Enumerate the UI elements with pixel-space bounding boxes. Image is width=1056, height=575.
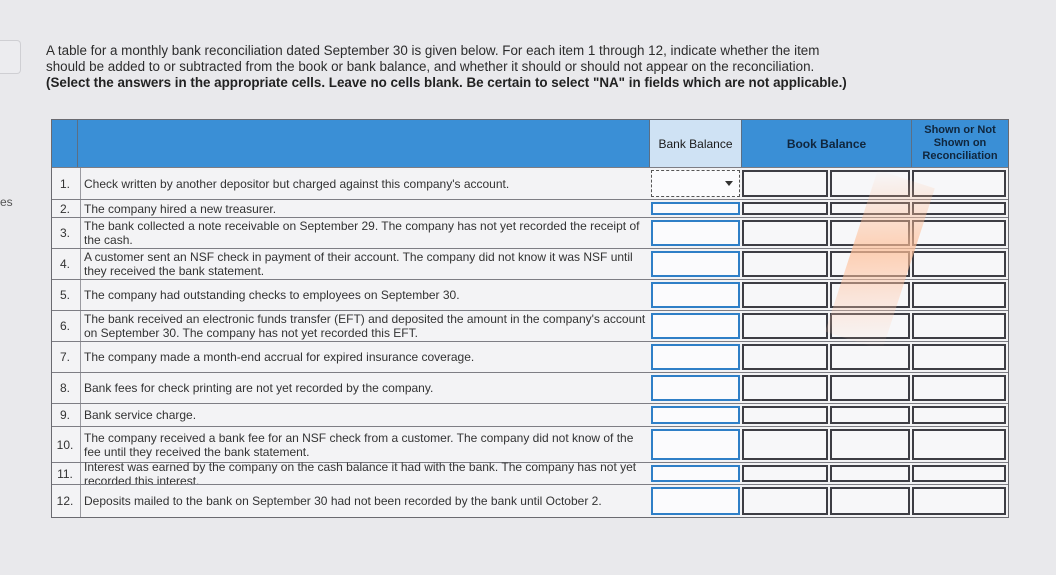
item-description: The company made a month-end accrual for expired insurance coverage. bbox=[80, 342, 646, 372]
bank-balance-select[interactable] bbox=[651, 487, 740, 515]
book-balance-select[interactable] bbox=[742, 465, 828, 482]
shown-on-reconciliation-select[interactable] bbox=[912, 170, 1006, 197]
table-row bbox=[52, 341, 1008, 372]
item-number: 7. bbox=[59, 350, 70, 364]
book-balance-select[interactable] bbox=[742, 202, 828, 215]
item-number: 2. bbox=[59, 201, 70, 216]
item-number: 12. bbox=[56, 494, 74, 508]
book-balance-select[interactable] bbox=[742, 251, 828, 277]
item-description: Interest was earned by the company on the cash balance it had with the bank. The company has not yet recorded this interest. bbox=[80, 463, 646, 484]
header-book-balance: Book Balance bbox=[742, 120, 912, 167]
item-number: 8. bbox=[59, 381, 70, 395]
item-description: The bank received an electronic funds transfer (EFT) and deposited the amount in the company's account on September 30. The company has not yet recorded this EFT. bbox=[80, 311, 646, 341]
table-row bbox=[52, 199, 1008, 217]
item-number: 4. bbox=[59, 257, 70, 271]
shown-on-reconciliation-select[interactable] bbox=[912, 429, 1006, 460]
item-description: Bank fees for check printing are not yet recorded by the company. bbox=[80, 373, 646, 403]
item-number: 10. bbox=[56, 437, 74, 452]
table-row bbox=[52, 248, 1008, 279]
bank-balance-select[interactable] bbox=[651, 220, 740, 246]
shown-on-reconciliation-select[interactable] bbox=[912, 202, 1006, 215]
book-balance-select[interactable] bbox=[742, 487, 828, 515]
table-row bbox=[52, 167, 1008, 199]
book-balance-select[interactable] bbox=[742, 429, 828, 460]
item-number: 5. bbox=[59, 288, 70, 302]
table-row bbox=[52, 459, 1008, 488]
table-row bbox=[52, 279, 1008, 310]
bank-balance-select[interactable] bbox=[651, 406, 740, 424]
book-balance-amount-select[interactable] bbox=[830, 251, 910, 277]
shown-on-reconciliation-select[interactable] bbox=[912, 344, 1006, 370]
bank-balance-select[interactable] bbox=[651, 429, 740, 460]
book-balance-amount-select[interactable] bbox=[830, 220, 910, 246]
item-number: 9. bbox=[59, 408, 70, 422]
shown-on-reconciliation-select[interactable] bbox=[912, 313, 1006, 339]
instructions bbox=[46, 43, 926, 91]
item-description: Bank service charge. bbox=[80, 404, 646, 426]
header-description bbox=[78, 120, 650, 167]
table-row bbox=[52, 426, 1008, 462]
book-balance-select[interactable] bbox=[742, 170, 828, 197]
book-balance-amount-select[interactable] bbox=[830, 487, 910, 515]
item-number: 6. bbox=[59, 319, 70, 333]
book-balance-amount-select[interactable] bbox=[830, 429, 910, 460]
item-description: The company received a bank fee for an NSF check from a customer. The company did not know of the fee until they received the bank statement. bbox=[80, 427, 646, 462]
bank-balance-select[interactable] bbox=[651, 202, 740, 215]
bank-balance-select[interactable] bbox=[651, 251, 740, 277]
book-balance-amount-select[interactable] bbox=[830, 465, 910, 482]
book-balance-amount-select[interactable] bbox=[830, 344, 910, 370]
header-shown: Shown or Not Shown on Reconciliation bbox=[912, 120, 1008, 167]
item-description: Deposits mailed to the bank on September 30 had not been recorded by the bank until October 2. bbox=[80, 485, 646, 517]
shown-on-reconciliation-select[interactable] bbox=[912, 465, 1006, 482]
shown-on-reconciliation-select[interactable] bbox=[912, 406, 1006, 424]
shown-on-reconciliation-select[interactable] bbox=[912, 282, 1006, 308]
bank-balance-select[interactable] bbox=[651, 465, 740, 482]
book-balance-amount-select[interactable] bbox=[830, 406, 910, 424]
table-row bbox=[52, 372, 1008, 403]
item-description: A customer sent an NSF check in payment of their account. The company did not know it was NSF until they received the bank statement. bbox=[80, 249, 646, 279]
table-row bbox=[52, 217, 1008, 248]
bank-balance-select[interactable] bbox=[651, 313, 740, 339]
book-balance-select[interactable] bbox=[742, 313, 828, 339]
book-balance-select[interactable] bbox=[742, 375, 828, 401]
instructions-line-2: should be added to or subtracted from the book or bank balance, and whether it should or should not appear on the reconciliation. bbox=[46, 59, 815, 74]
item-description: The company hired a new treasurer. bbox=[80, 200, 646, 217]
item-description: The bank collected a note receivable on September 29. The company has not yet recorded the receipt of the cash. bbox=[80, 218, 646, 248]
shown-on-reconciliation-select[interactable] bbox=[912, 487, 1006, 515]
instructions-line-1: A table for a monthly bank reconciliation dated September 30 is given below. For each item 1 through 12, indicate whether the item bbox=[46, 43, 820, 58]
book-balance-amount-select[interactable] bbox=[830, 202, 910, 215]
instructions-line-3: (Select the answers in the appropriate cells. Leave no cells blank. Be certain to select "NA" in fields which are not applicable.) bbox=[46, 75, 847, 90]
book-balance-amount-select[interactable] bbox=[830, 313, 910, 339]
bank-balance-select[interactable] bbox=[651, 170, 740, 197]
item-description: Check written by another depositor but charged against this company's account. bbox=[80, 168, 646, 199]
bank-balance-select[interactable] bbox=[651, 282, 740, 308]
side-label: es bbox=[0, 195, 13, 209]
side-tab[interactable] bbox=[0, 40, 21, 74]
table-row bbox=[52, 403, 1008, 426]
header-number bbox=[52, 120, 78, 167]
chevron-down-icon bbox=[725, 181, 733, 186]
bank-balance-select[interactable] bbox=[651, 344, 740, 370]
book-balance-select[interactable] bbox=[742, 282, 828, 308]
book-balance-select[interactable] bbox=[742, 220, 828, 246]
book-balance-amount-select[interactable] bbox=[830, 170, 910, 197]
shown-on-reconciliation-select[interactable] bbox=[912, 251, 1006, 277]
table-row bbox=[52, 310, 1008, 341]
bank-balance-select[interactable] bbox=[651, 375, 740, 401]
item-description: The company had outstanding checks to employees on September 30. bbox=[80, 280, 646, 310]
item-number: 11. bbox=[57, 466, 73, 481]
book-balance-select[interactable] bbox=[742, 406, 828, 424]
item-number: 3. bbox=[59, 226, 70, 240]
book-balance-amount-select[interactable] bbox=[830, 282, 910, 308]
item-number: 1. bbox=[59, 176, 70, 191]
reconciliation-table bbox=[51, 119, 1009, 518]
book-balance-amount-select[interactable] bbox=[830, 375, 910, 401]
header-bank-balance: Bank Balance bbox=[650, 120, 742, 167]
shown-on-reconciliation-select[interactable] bbox=[912, 375, 1006, 401]
book-balance-select[interactable] bbox=[742, 344, 828, 370]
shown-on-reconciliation-select[interactable] bbox=[912, 220, 1006, 246]
table-row bbox=[52, 484, 1008, 517]
